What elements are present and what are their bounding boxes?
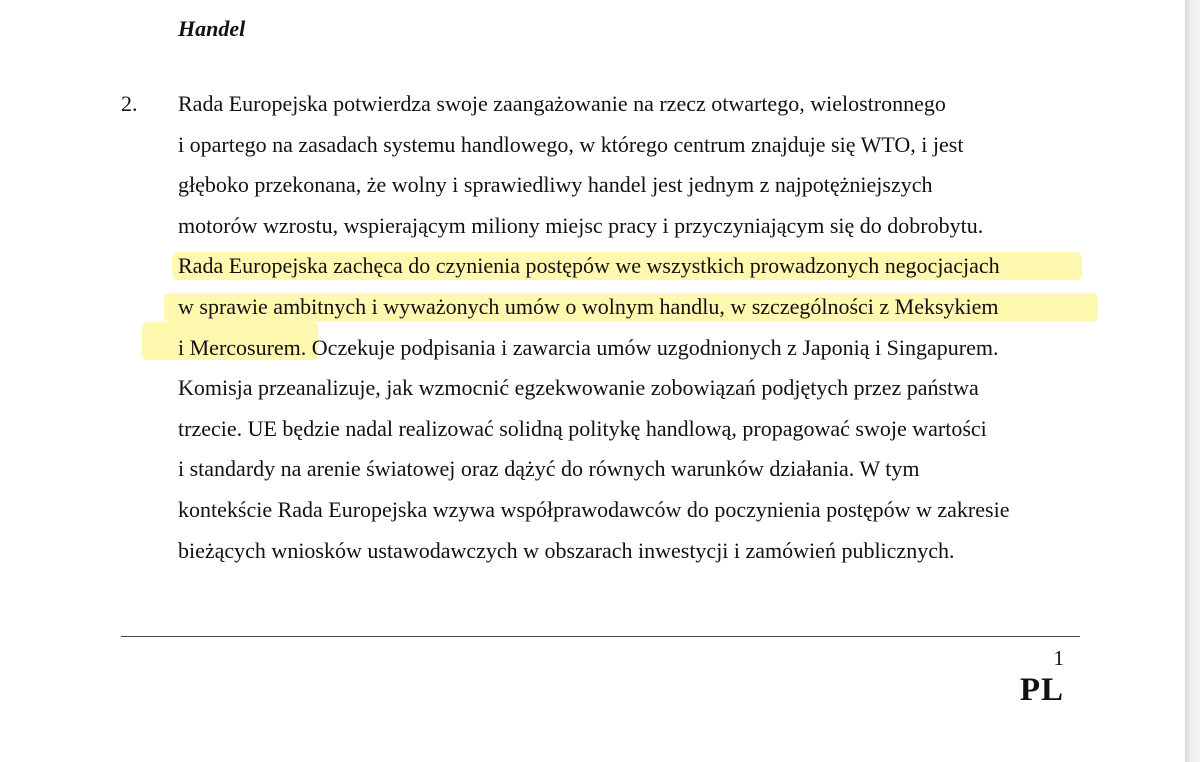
paragraph-line-text: i standardy na arenie światowej oraz dążyć do równych warunków działania. W tym <box>178 456 920 482</box>
paragraph-line-text: i opartego na zasadach systemu handlowego, w którego centrum znajduje się WTO, i jest <box>178 131 964 157</box>
paragraph-line-text: kontekście Rada Europejska wzywa współprawodawców do poczynienia postępów w zakresie <box>178 496 1010 522</box>
paragraph-line-text: głęboko przekonana, że wolny i sprawiedliwy handel jest jednym z najpotężniejszych <box>178 172 933 198</box>
language-code: PL <box>1019 672 1064 708</box>
paragraph-line <box>178 206 1098 247</box>
paragraph-line <box>178 409 1098 450</box>
paragraph-line-text: Rada Europejska potwierdza swoje zaangażowanie na rzecz otwartego, wielostronnego <box>178 91 946 116</box>
paragraph-line-text: trzecie. UE będzie nadal realizować solidną politykę handlową, propagować swoje wartości <box>178 415 987 441</box>
paragraph-line <box>178 84 1098 125</box>
paragraph-line-text: i Mercosurem. Oczekuje podpisania i zawarcia umów uzgodnionych z Japonią i Singapurem. <box>178 334 999 360</box>
paragraph-line <box>178 490 1098 531</box>
paragraph-line-highlighted <box>178 287 1098 328</box>
paragraph-line <box>178 449 1098 490</box>
paragraph-line-text: Komisja przeanalizuje, jak wzmocnić egzekwowanie zobowiązań podjętych przez państwa <box>178 375 979 401</box>
paragraph-line <box>178 165 1098 206</box>
page-number: 1 <box>1053 646 1064 670</box>
paragraph-line-highlighted <box>178 328 1098 369</box>
paragraph-line <box>178 368 1098 409</box>
paragraph-line <box>178 125 1098 166</box>
paragraph-line-highlighted <box>178 246 1098 287</box>
paragraph-line-text: Rada Europejska zachęca do czynienia postępów we wszystkich prowadzonych negocjacjach <box>178 253 1000 279</box>
section-heading: Handel <box>178 16 246 41</box>
page-edge-shadow <box>1185 0 1200 762</box>
paragraph-line-text: w sprawie ambitnych i wyważonych umów o wolnym handlu, w szczególności z Meksykiem <box>178 293 999 319</box>
paragraph-number: 2. <box>121 91 138 116</box>
footer-divider <box>121 636 1080 637</box>
paragraph-line-text: motorów wzrostu, wspierającym miliony miejsc pracy i przyczyniającym się do dobrobytu. <box>178 212 984 238</box>
paragraph-body <box>178 84 1098 571</box>
paragraph-line-text: bieżących wniosków ustawodawczych w obszarach inwestycji i zamówień publicznych. <box>178 537 955 563</box>
paragraph-line <box>178 531 1098 572</box>
